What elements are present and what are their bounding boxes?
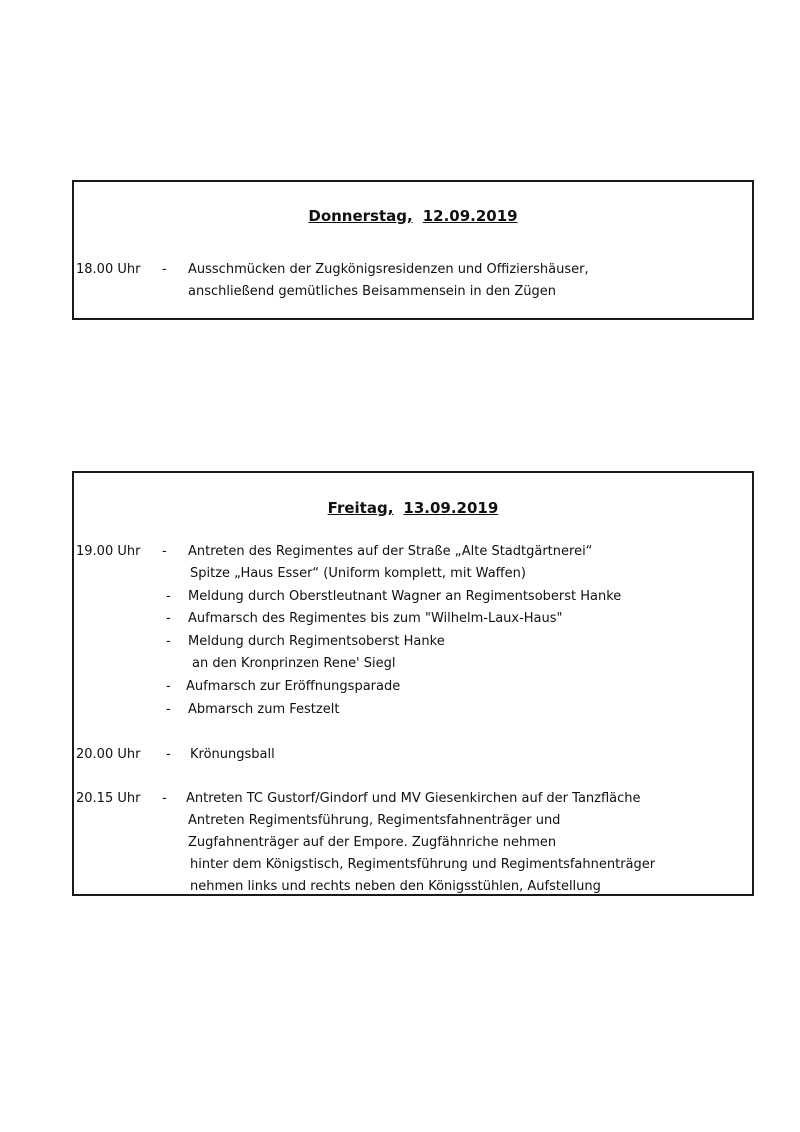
entry-time: 20.00 Uhr xyxy=(76,747,141,762)
entry-dash: - xyxy=(166,634,171,649)
entry-text-line: Spitze „Haus Esser“ (Uniform komplett, mit Waffen) xyxy=(190,566,526,581)
day-date: 13.09.2019 xyxy=(403,499,499,517)
day-name: Freitag, xyxy=(327,499,394,517)
entry-text-line: Krönungsball xyxy=(190,747,275,762)
entry-text-line: Aufmarsch zur Eröffnungsparade xyxy=(186,679,401,694)
entry-text-line: Zugfahnenträger auf der Empore. Zugfähnriche nehmen xyxy=(188,835,557,850)
entry-time: 18.00 Uhr xyxy=(76,262,141,277)
entry-dash: - xyxy=(166,679,171,694)
entry-time: 19.00 Uhr xyxy=(76,544,141,559)
entry-text-line: Antreten Regimentsführung, Regimentsfahnenträger und xyxy=(188,813,561,828)
entry-text-line: Meldung durch Regimentsoberst Hanke xyxy=(188,634,445,649)
entry-dash: - xyxy=(162,544,167,559)
schedule-box-thursday xyxy=(72,180,754,320)
entry-text-line: Antreten des Regimentes auf der Straße „Alte Stadtgärtnerei“ xyxy=(188,544,593,559)
entry-text-line: hinter dem Königstisch, Regimentsführung und Regimentsfahnenträger xyxy=(190,857,656,872)
day-title-friday xyxy=(74,499,752,517)
entry-dash: - xyxy=(166,747,171,762)
entry-text-line: an den Kronprinzen Rene' Siegl xyxy=(192,656,396,671)
schedule-box-friday xyxy=(72,471,754,896)
entry-text-line: Aufmarsch des Regimentes bis zum "Wilhelm-Laux-Haus" xyxy=(188,611,563,626)
entry-dash: - xyxy=(162,791,167,806)
entry-text-line: Antreten TC Gustorf/Gindorf und MV Giesenkirchen auf der Tanzfläche xyxy=(186,791,641,806)
entry-dash: - xyxy=(166,611,171,626)
entry-dash: - xyxy=(166,702,171,717)
entry-text-line: Ausschmücken der Zugkönigsresidenzen und Offiziershäuser, xyxy=(188,262,589,277)
entry-dash: - xyxy=(166,589,171,604)
day-title-thursday xyxy=(74,207,752,225)
entry-text-line: anschließend gemütliches Beisammensein in den Zügen xyxy=(188,284,556,299)
entry-text-line: Meldung durch Oberstleutnant Wagner an Regimentsoberst Hanke xyxy=(188,589,622,604)
entry-text-line: Abmarsch zum Festzelt xyxy=(188,702,340,717)
entry-time: 20.15 Uhr xyxy=(76,791,141,806)
entry-dash: - xyxy=(162,262,167,277)
day-name: Donnerstag, xyxy=(308,207,413,225)
day-date: 12.09.2019 xyxy=(422,207,518,225)
entry-text-line: nehmen links und rechts neben den Königsstühlen, Aufstellung xyxy=(190,879,601,894)
